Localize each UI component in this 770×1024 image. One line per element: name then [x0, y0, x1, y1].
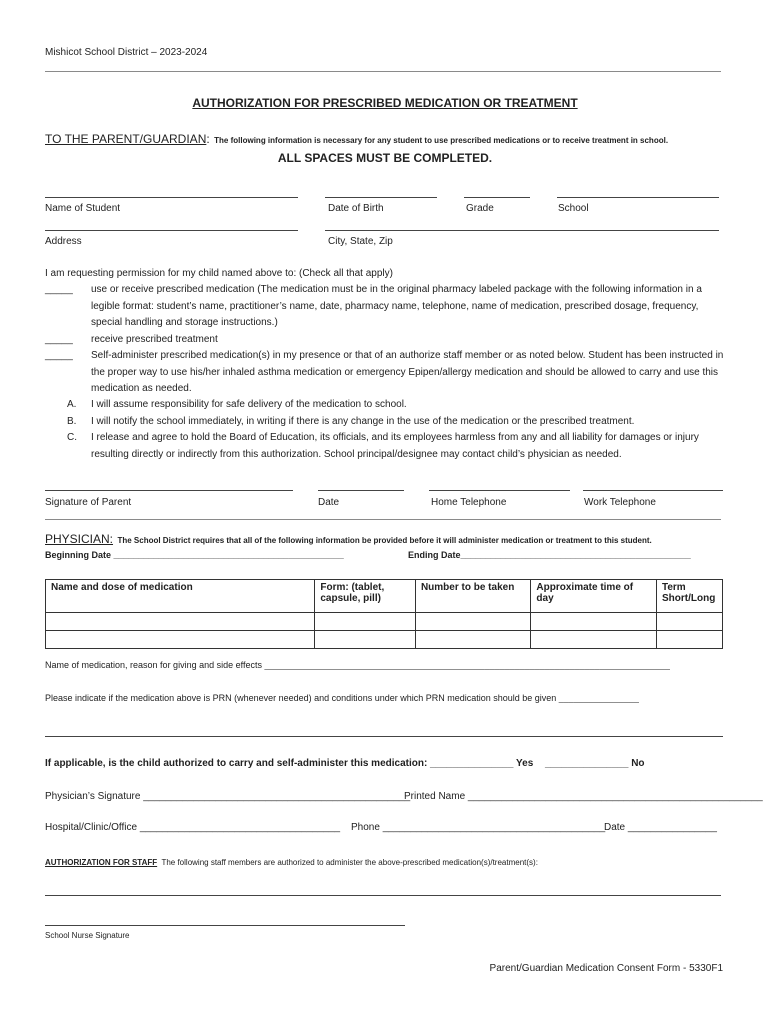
table-cell[interactable] [531, 613, 657, 631]
item-a-letter: A. [67, 399, 77, 410]
parent-date-label: Date [318, 497, 340, 508]
school-line[interactable] [557, 197, 719, 198]
table-cell[interactable] [46, 613, 315, 631]
dob-line[interactable] [325, 197, 437, 198]
table-row[interactable] [46, 613, 723, 631]
col-name-dose: Name and dose of medication [46, 580, 315, 613]
grade-line[interactable] [464, 197, 530, 198]
grade-label: Grade [466, 203, 494, 214]
physician-signature-field[interactable]: Physician’s Signature ________________________________________________ [45, 791, 411, 802]
physician-label: PHYSICIAN: [45, 532, 114, 546]
self-admin-yes[interactable]: _______________ Yes [430, 758, 534, 769]
beginning-date-field[interactable]: Beginning Date ______________________________________________ [45, 550, 344, 560]
option1-text: use or receive prescribed medication (The medication must be in the original pharmacy labeled package with the following information in a legible format: student’s name, practitioner’s name, date, pharmacy name, telephone, name of medication, prescribed dosage, frequency, special handling and storage instructions.) [91, 284, 702, 328]
col-term: Term Short/Long [656, 580, 722, 613]
parent-notice: TO THE PARENT/GUARDIAN: The following information is necessary for any student to use prescribed medications or to receive treatment in school. [45, 132, 669, 146]
staff-text: The following staff members are authorized to administer the above-prescribed medication(s)/treatment(s): [161, 858, 538, 867]
col-form: Form: (tablet, capsule, pill) [315, 580, 416, 613]
parent-signature-line[interactable] [45, 490, 293, 491]
header-divider [45, 71, 721, 72]
table-cell[interactable] [315, 631, 416, 649]
self-admin-no[interactable]: _______________ No [545, 758, 645, 769]
medication-reason-field[interactable]: Name of medication, reason for giving and side effects _________________________________________________________________________________ [45, 660, 670, 670]
table-row[interactable] [46, 631, 723, 649]
prn-conditions-field[interactable]: Please indicate if the medication above is PRN (whenever needed) and conditions under which PRN medication should be given ________________ [45, 693, 639, 703]
parent-notice-text: The following information is necessary for any student to use prescribed medications or to receive treatment in school. [214, 136, 669, 145]
home-telephone-label: Home Telephone [431, 497, 507, 508]
address-line[interactable] [45, 230, 298, 231]
physician-notice [45, 530, 652, 548]
nurse-signature-line[interactable] [45, 925, 405, 926]
col-time: Approximate time of day [531, 580, 657, 613]
parent-date-line[interactable] [318, 490, 404, 491]
self-admin-question: If applicable, is the child authorized to carry and self-administer this medication: [45, 758, 428, 769]
all-spaces-heading: ALL SPACES MUST BE COMPLETED. [277, 151, 493, 165]
city-line[interactable] [325, 230, 719, 231]
parent-signature-label: Signature of Parent [45, 497, 132, 508]
item-b-text: I will notify the school immediately, in writing if there is any change in the use of the medication or the prescribed treatment. [91, 416, 635, 427]
item-a-text: I will assume responsibility for safe delivery of the medication to school. [91, 399, 407, 410]
student-name-label: Name of Student [45, 203, 121, 214]
table-cell[interactable] [315, 613, 416, 631]
col-number: Number to be taken [415, 580, 530, 613]
item-c-text: I release and agree to hold the Board of Education, its officials, and its employees harmless from any and all liability for damages or injury resulting directly or indirectly from this authorization. School principal/designee may contact child’s physician as needed. [91, 432, 699, 460]
option1-blank[interactable]: _____ [45, 284, 73, 295]
table-cell[interactable] [46, 631, 315, 649]
item-c-letter: C. [67, 432, 77, 443]
table-cell[interactable] [531, 631, 657, 649]
hospital-field[interactable]: Hospital/Clinic/Office ____________________________________ [45, 822, 341, 833]
option2-blank[interactable]: _____ [45, 334, 73, 345]
table-cell[interactable] [656, 613, 722, 631]
address-label: Address [45, 236, 82, 247]
option3-blank[interactable]: _____ [45, 350, 73, 361]
student-name-line[interactable] [45, 197, 298, 198]
nurse-signature-label: School Nurse Signature [45, 931, 130, 940]
item-b-letter: B. [67, 416, 77, 427]
medication-table [45, 579, 723, 649]
physician-phone-field[interactable]: Phone ________________________________________ [351, 822, 606, 833]
school-label: School [558, 203, 589, 214]
city-label: City, State, Zip [328, 236, 393, 247]
medication-table-header [46, 580, 723, 613]
prn-continuation-line[interactable] [45, 736, 723, 737]
form-id-footer: Parent/Guardian Medication Consent Form - 5330F1 [489, 963, 723, 974]
dob-label: Date of Birth [328, 203, 384, 214]
table-cell[interactable] [415, 613, 530, 631]
physician-divider [45, 519, 721, 520]
work-telephone-line[interactable] [583, 490, 723, 491]
staff-names-line[interactable] [45, 895, 721, 896]
physician-date-field[interactable]: Date ________________ [604, 822, 717, 833]
option3-text: Self-administer prescribed medication(s) in my presence or that of an authorize staff member or as noted below. Student has been instructed in the proper way to use his/her inhaled asthma medication or emergency Epipen/allergy medication and should be allowed to carry and use this medication as needed. [91, 350, 724, 394]
form-title: AUTHORIZATION FOR PRESCRIBED MEDICATION OR TREATMENT [192, 96, 578, 110]
table-cell[interactable] [656, 631, 722, 649]
ending-date-field[interactable]: Ending Date______________________________________________ [408, 550, 691, 560]
physician-text: The School District requires that all of the following information be provided before it will administer medication or treatment to this student. [117, 536, 652, 545]
home-telephone-line[interactable] [429, 490, 570, 491]
district-header: Mishicot School District – 2023-2024 [45, 47, 208, 58]
staff-label: AUTHORIZATION FOR STAFF [45, 858, 158, 867]
parent-notice-label: TO THE PARENT/GUARDIAN [45, 132, 207, 146]
work-telephone-label: Work Telephone [584, 497, 656, 508]
staff-authorization [45, 858, 538, 867]
printed-name-field[interactable]: Printed Name _____________________________________________________ [404, 791, 763, 802]
option2-text: receive prescribed treatment [91, 334, 218, 345]
request-intro: I am requesting permission for my child named above to: (Check all that apply) [45, 268, 393, 279]
table-cell[interactable] [415, 631, 530, 649]
